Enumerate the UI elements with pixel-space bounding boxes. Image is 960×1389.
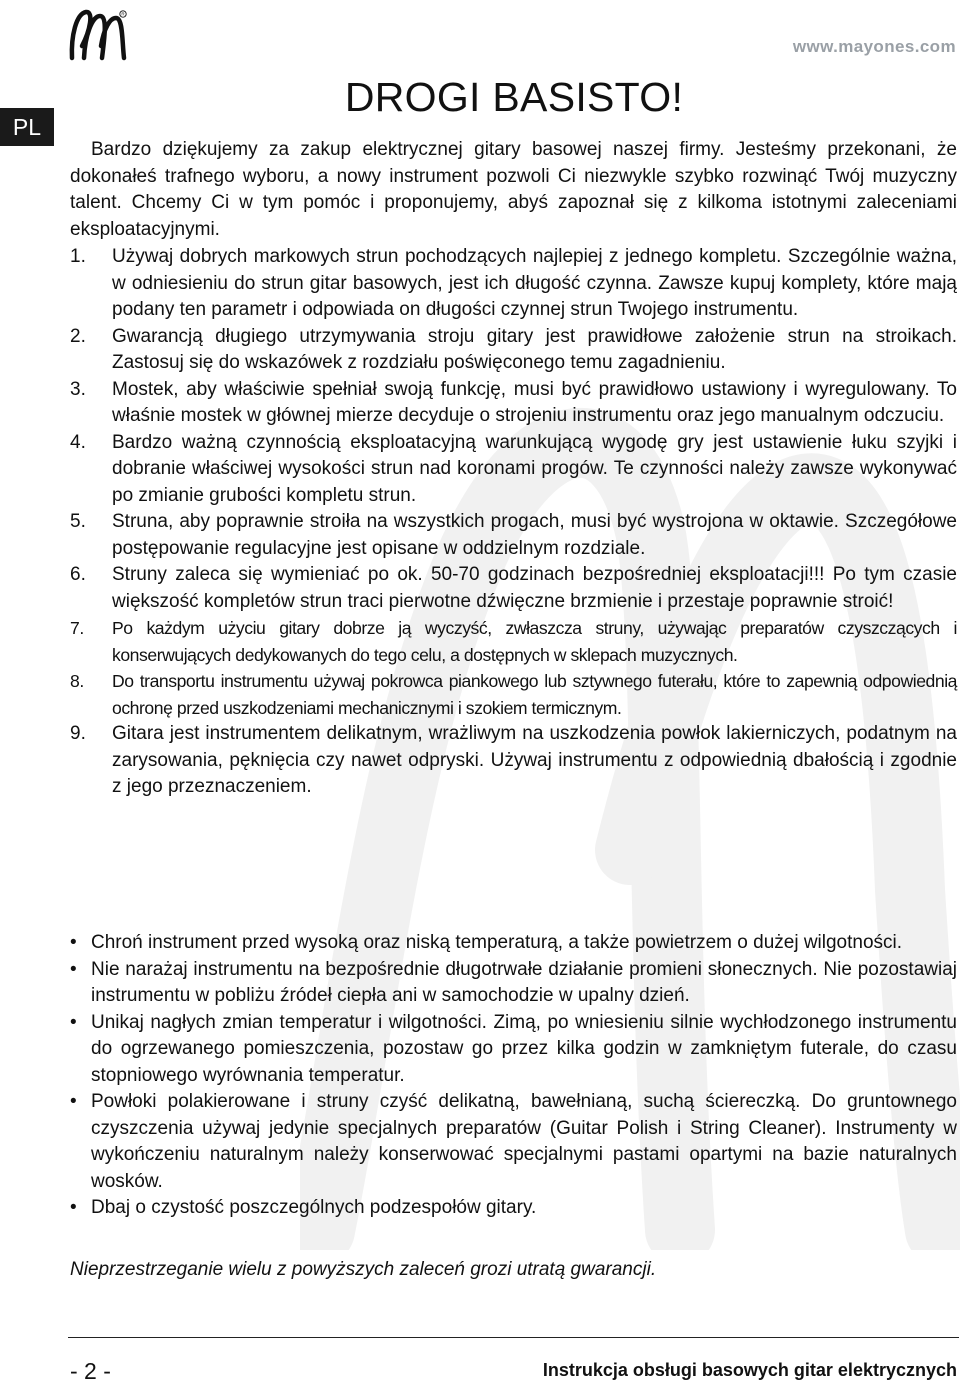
list-item-number: 3. [70,378,86,400]
list-item-text: Struna, aby poprawnie stroiła na wszystkich progach, musi być wystrojona w oktawie. Szczegółowe postępowanie regulacyjne jest opisane w oddzielnym rozdziale. [112,511,957,559]
warranty-warning: Nieprzestrzeganie wielu z powyższych zaleceń grozi utratą gwarancji. [70,1259,657,1280]
footer-divider [68,1337,959,1338]
care-tips-list [70,930,957,1222]
list-item [70,430,957,510]
bullet-item [70,930,957,957]
list-item-text: Struny zaleca się wymieniać po ok. 50-70 godzinach bezpośredniej eksploatacji!!! Po tym czasie większość kompletów strun traci pierwotne dźwięczne brzmienie i przestaje poprawnie stroić! [112,564,957,612]
language-tab: PL [0,108,54,146]
list-item-text: Mostek, aby właściwie spełniał swoją funkcję, musi być prawidłowo ustawiony i wyregulowany. To właśnie mostek w głównej mierze decyduje o strojeniu instrumentu oraz jego manualnym odczuciu. [112,378,957,426]
bullet-item [70,1195,957,1222]
list-item-number: 9. [70,723,86,744]
list-item [70,244,957,324]
list-item [70,377,957,430]
list-item-text: Gitara jest instrumentem delikatnym, wrażliwym na uszkodzenia powłok lakierniczych, podatnym na zarysowania, pęknięcia czy nawet odpryski. Używaj instrumentu z odpowiednią dbałością i zgodnie z jego przeznaczeniem. [112,723,957,797]
bullet-text: Chroń instrument przed wysoką oraz niską temperaturą, a także powietrzem o dużej wilgotności. [91,932,903,953]
footer-title: Instrukcja obsługi basowych gitar elektrycznych [542,1360,957,1380]
list-item-number: 2. [70,325,86,347]
list-item-number: 7. [70,618,84,638]
bullet-symbol: • [70,932,77,953]
bullet-text: Unikaj nagłych zmian temperatur i wilgotności. Zimą, po wniesieniu silnie wychłodzonego instrumentu do ogrzewanego pomieszczenia, pozostaw go przez kilka godzin w zamkniętym futerale, do czasu stopniowego wyrównania temperatur. [91,1011,957,1086]
mayones-logo [68,6,128,62]
bullet-item [70,957,957,1010]
bullet-item [70,1089,957,1195]
intro-paragraph: Bardzo dziękujemy za zakup elektrycznej gitary basowej naszej firmy. Jesteśmy przekonani, że dokonałeś trafnego wyboru, a nowy instrument pozwoli Ci niezwykle szybko rozwinąć Twój muzyczny talent. Chcemy Ci w tym pomóc i proponujemy, abyś zapoznał się z kilkoma istotnymi zaleceniami eksploatacyjnymi. [70,139,957,240]
bullet-text: Dbaj o czystość poszczególnych podzespołów gitary. [91,1197,537,1218]
list-item-text: Bardzo ważną czynnością eksploatacyjną warunkującą wygodę gry jest ustawienie łuku szyjki i dobranie właściwej wysokości strun nad koronami progów. Te czynności należy zawsze wykonywać po zmianie grubości kompletu strun. [112,431,957,506]
page-title: DROGI BASISTO! [344,74,684,120]
bullet-symbol: • [70,1011,77,1033]
list-item-text: Gwarancją długiego utrzymywania stroju gitary jest prawidłowe założenie strun na stroikach. Zastosuj się do wskazówek z rozdziału poświęconego temu zagadnieniu. [112,325,957,373]
bullet-text: Powłoki polakierowane i struny czyść delikatną, bawełnianą, suchą ściereczką. Do gruntownego czyszczenia używaj jedynie specjalnych preparatów (Guitar Polish i String Cleaner). Instrumenty w wykończeniu naturalnym należy konserwować specjalnymi pastami opartymi na bazie naturalnych wosków. [91,1091,957,1192]
list-item [70,668,957,721]
list-item-number: 5. [70,511,86,532]
list-item-text: Używaj dobrych markowych strun pochodzących najlepiej z jednego kompletu. Szczególnie ważna, w odniesieniu do strun gitar basowych, jest ich długość czynna. Zawsze kupuj komplety, które mają podany ten parametr i odpowiada on długości czynnej strun Twojego instrumentu. [112,246,957,320]
bullet-item [70,1010,957,1090]
list-item-number: 8. [70,671,84,691]
svg-text:R: R [121,11,125,17]
site-url[interactable]: www.mayones.com [792,37,956,56]
page-number: - 2 - [70,1358,111,1384]
list-item-text: Po każdym użyciu gitary dobrze ją wyczyść, zwłaszcza struny, używając preparatów czyszczących i konserwujących dedykowanych do tego celu, a dostępnych w sklepach muzycznych. [112,618,957,665]
list-item [70,615,957,668]
bullet-symbol: • [70,1091,77,1112]
list-item [70,509,957,562]
list-item [70,562,957,615]
list-item [70,721,957,801]
list-item-number: 4. [70,431,86,453]
list-item [70,324,957,377]
list-item-number: 6. [70,564,86,585]
bullet-symbol: • [70,1197,77,1218]
bullet-text: Nie narażaj instrumentu na bezpośrednie długotrwałe działanie promieni słonecznych. Nie pozostawiaj instrumentu w pobliżu źródeł ciepła ani w samochodzie w upalny dzień. [91,958,957,1006]
maintenance-list [70,244,957,801]
list-item-number: 1. [70,246,86,267]
list-item-text: Do transportu instrumentu używaj pokrowca piankowego lub sztywnego futerału, które to zapewnią odpowiednią ochronę przed uszkodzeniami mechanicznymi i szokiem termicznym. [112,671,957,718]
bullet-symbol: • [70,958,77,980]
